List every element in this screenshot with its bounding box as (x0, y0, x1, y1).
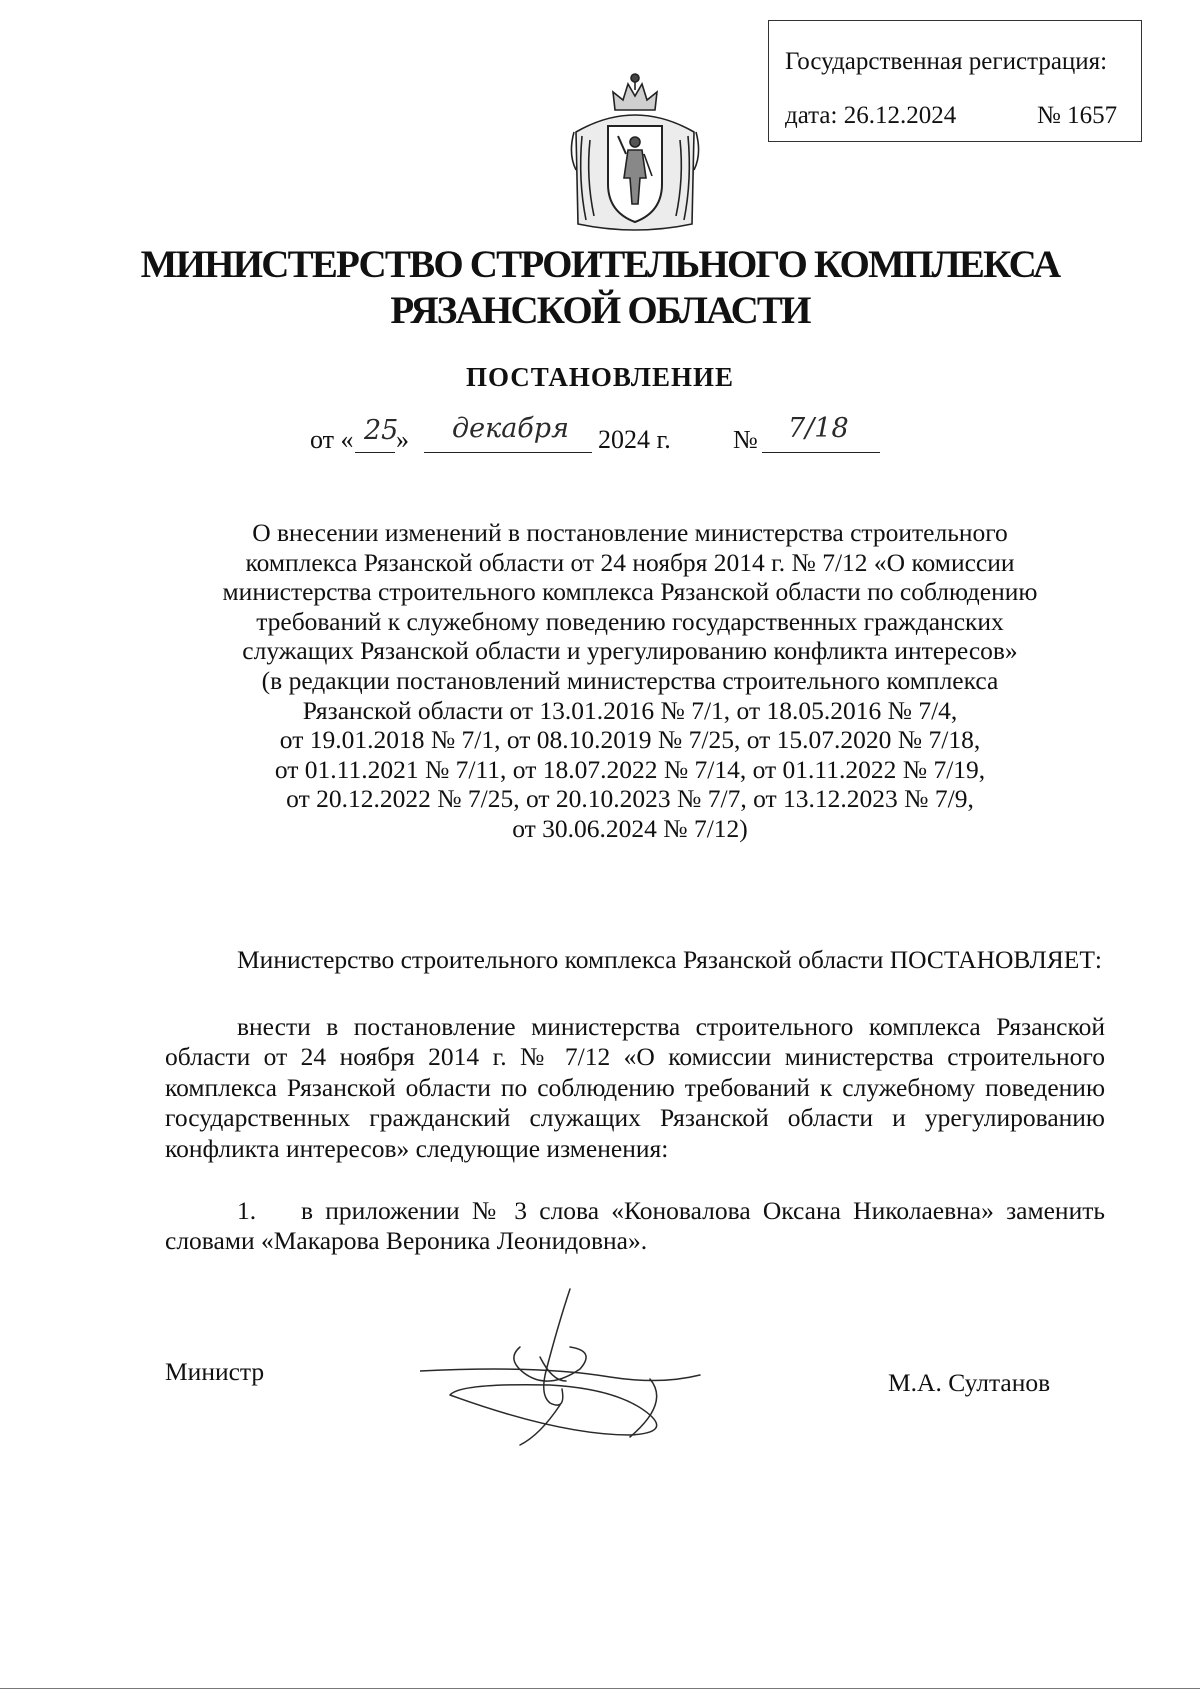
coat-of-arms-icon (568, 70, 702, 240)
document-date-line (0, 413, 1200, 485)
date-prefix: от « (310, 425, 354, 454)
title-line: О внесении изменений в постановление министерства строительного (252, 518, 1008, 547)
signature-icon (420, 1285, 730, 1455)
item-number: 1. (237, 1196, 257, 1225)
title-line: от 19.01.2018 № 7/1, от 08.10.2019 № 7/25, от 15.07.2020 № 7/18, (279, 725, 981, 755)
intro-paragraph: Министерство строительного комплекса Рязанской области ПОСТАНОВЛЯЕТ: (237, 945, 1102, 974)
document-title (150, 518, 1110, 844)
title-line: требований к служебному поведению государственных гражданских (256, 606, 1004, 636)
title-line: от 01.11.2021 № 7/11, от 18.07.2022 № 7/14, от 01.11.2022 № 7/19, (274, 754, 986, 784)
number-underline (762, 452, 880, 453)
title-line: от 20.12.2022 № 7/25, от 20.10.2023 № 7/7, от 13.12.2023 № 7/9, (286, 784, 974, 814)
title-line: от 30.06.2024 № 7/12) (512, 813, 748, 843)
month-underline (424, 452, 592, 453)
document-number: 7/18 (788, 413, 849, 444)
day-underline (355, 452, 395, 453)
registration-stamp (768, 20, 1142, 142)
title-line: министерства строительного комплекса Рязанской области по соблюдению (222, 577, 1038, 607)
ministry-name-line: РЯЗАНСКОЙ ОБЛАСТИ (390, 289, 810, 332)
signer-position: Министр (165, 1357, 265, 1386)
item-text: в приложении № 3 слова «Коновалова Оксана Николаевна» заменить словами «Макарова Вероника Леонидовна». (165, 1196, 1105, 1256)
title-line: Рязанской области от 13.01.2016 № 7/1, от 18.05.2016 № 7/4, (302, 695, 958, 725)
title-line: комплекса Рязанской области от 24 ноября 2014 г. № 7/12 «О комиссии (245, 547, 1015, 577)
registration-number: № 1657 (1037, 102, 1118, 129)
number-label: № (733, 425, 758, 454)
signer-name: М.А. Султанов (888, 1368, 1051, 1397)
date-month: декабря (452, 413, 569, 444)
list-item (165, 1196, 1105, 1257)
registration-date: 26.12.2024 (843, 102, 957, 129)
date-day: 25 (364, 415, 399, 446)
title-line: (в редакции постановлений министерства строительного комплекса (261, 665, 999, 695)
document-type: ПОСТАНОВЛЕНИЕ (465, 362, 735, 392)
ministry-name-line: МИНИСТЕРСТВО СТРОИТЕЛЬНОГО КОМПЛЕКСА (140, 243, 1060, 286)
registration-date-line (785, 103, 1125, 128)
date-close-quote: » (396, 425, 409, 454)
main-paragraph: внести в постановление министерства строительного комплекса Рязанской области от 24 ноября 2014 г. № 7/12 «О комиссии министерства строительного комплекса Рязанской области по соблюдению требований к служебному поведению государственных гражданский служащих Рязанской области и урегулированию конфликта интересов» следующие изменения: (165, 1012, 1105, 1163)
registration-title: Государственная регистрация: (785, 48, 1108, 75)
title-line: служащих Рязанской области и урегулированию конфликта интересов» (242, 636, 1018, 666)
bottom-divider (0, 1688, 1200, 1689)
ministry-name (0, 242, 1200, 334)
date-year: 2024 г. (598, 425, 671, 454)
registration-date-label: дата: (785, 102, 838, 129)
